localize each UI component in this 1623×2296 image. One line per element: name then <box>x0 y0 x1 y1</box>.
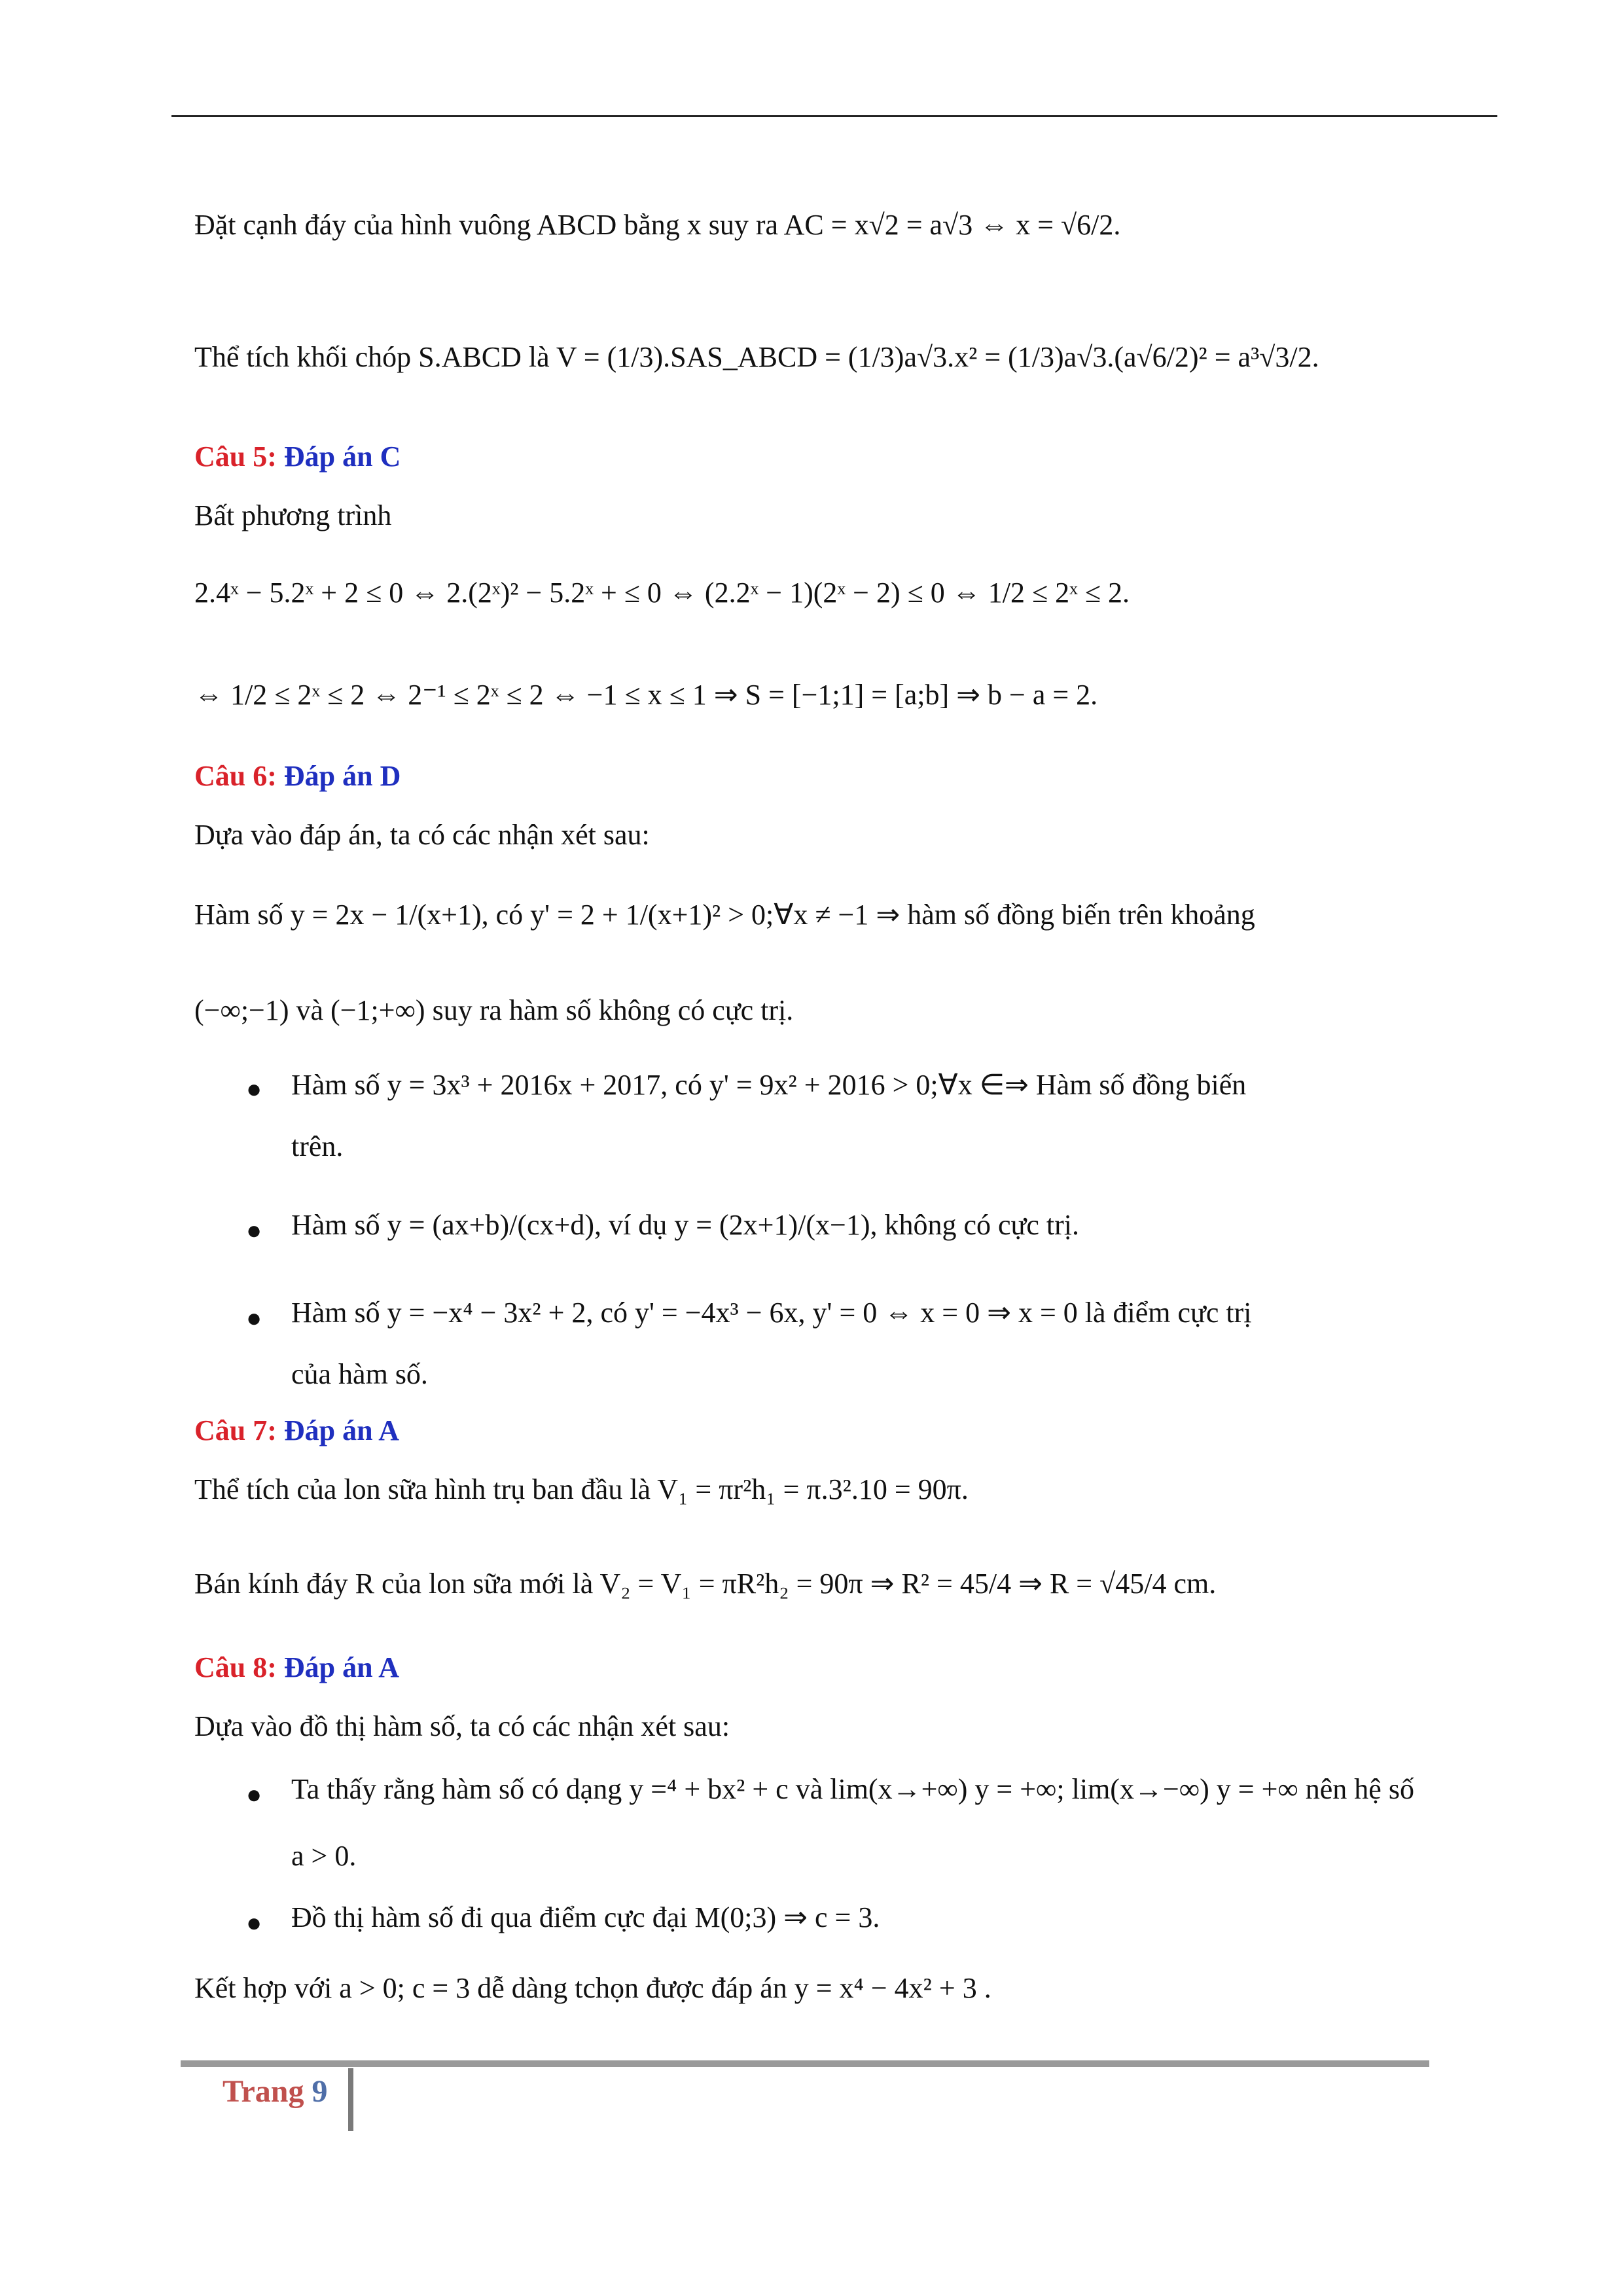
math-line: Bán kính đáy R của lon sữa mới là V₂ = V₁ = πR²h₂ = 90π ⇒ R² = 45/4 ⇒ R = √45/4 cm. <box>194 1568 1217 1600</box>
bullet-icon: ● <box>246 1780 262 1809</box>
bullet-item: trên. <box>291 1130 344 1162</box>
answer-label: Đáp án C <box>283 440 401 473</box>
bullet-icon: ● <box>246 1074 262 1103</box>
question-heading <box>194 440 401 475</box>
question-number: Câu 6: <box>194 760 277 792</box>
bullet-item: Hàm số y = 3x³ + 2016x + 2017, có y' = 9x² + 2016 > 0;∀x ∈⇒ Hàm số đồng biến <box>291 1069 1247 1101</box>
page-num: 9 <box>312 2074 328 2109</box>
answer-label: Đáp án D <box>283 760 401 792</box>
bullet-item: của hàm số. <box>291 1358 428 1390</box>
question-heading <box>194 1414 399 1448</box>
answer-label: Đáp án A <box>283 1414 399 1446</box>
footer-divider <box>348 2068 353 2131</box>
bullet-item: Hàm số y = −x⁴ − 3x² + 2, có y' = −4x³ − 6x, y' = 0 ⇔ x = 0 ⇒ x = 0 là điểm cực trị <box>291 1297 1252 1329</box>
text-line: Thể tích khối chóp S.ABCD là V = (1/3).SAS_ABCD = (1/3)a√3.x² = (1/3)a√3.(a√6/2)² = a³√3/2. <box>194 341 1319 373</box>
math-line: 2.4ˣ − 5.2ˣ + 2 ≤ 0 ⇔ 2.(2ˣ)² − 5.2ˣ + ≤ 0 ⇔ (2.2ˣ − 1)(2ˣ − 2) ≤ 0 ⇔ 1/2 ≤ 2ˣ ≤ 2. <box>194 577 1130 609</box>
question-heading <box>194 759 401 794</box>
page-number <box>223 2073 327 2109</box>
bullet-item: a > 0. <box>291 1840 357 1872</box>
bullet-item: Đồ thị hàm số đi qua điểm cực đại M(0;3) ⇒ c = 3. <box>291 1901 880 1933</box>
answer-label: Đáp án A <box>283 1651 399 1683</box>
math-line: ⇔ 1/2 ≤ 2ˣ ≤ 2 ⇔ 2⁻¹ ≤ 2ˣ ≤ 2 ⇔ −1 ≤ x ≤ 1 ⇒ S = [−1;1] = [a;b] ⇒ b − a = 2. <box>194 679 1098 711</box>
bullet-item: Ta thấy rằng hàm số có dạng y =⁴ + bx² + c và lim(x→+∞) y = +∞; lim(x→−∞) y = +∞ nên hệ số <box>291 1773 1414 1805</box>
text-line: (−∞;−1) và (−1;+∞) suy ra hàm số không có cực trị. <box>194 994 794 1026</box>
text-line: Dựa vào đồ thị hàm số, ta có các nhận xét sau: <box>194 1710 730 1742</box>
math-line: Kết hợp với a > 0; c = 3 dễ dàng tchọn được đáp án y = x⁴ − 4x² + 3 . <box>194 1972 991 2004</box>
text-line: Đặt cạnh đáy của hình vuông ABCD bằng x suy ra AC = x√2 = a√3 ⇔ x = √6/2. <box>194 209 1121 241</box>
text-line: Bất phương trình <box>194 499 392 531</box>
question-number: Câu 7: <box>194 1414 277 1446</box>
bullet-icon: ● <box>246 1303 262 1333</box>
header-rule <box>171 115 1497 117</box>
bullet-item: Hàm số y = (ax+b)/(cx+d), ví dụ y = (2x+1)/(x−1), không có cực trị. <box>291 1209 1080 1241</box>
page-label: Trang <box>223 2074 304 2109</box>
math-line: Thể tích của lon sữa hình trụ ban đầu là V₁ = πr²h₁ = π.3².10 = 90π. <box>194 1473 969 1505</box>
bullet-icon: ● <box>246 1908 262 1937</box>
question-number: Câu 5: <box>194 440 277 473</box>
footer-rule <box>181 2060 1429 2067</box>
question-heading <box>194 1651 399 1685</box>
text-line: Dựa vào đáp án, ta có các nhận xét sau: <box>194 819 650 851</box>
math-line: Hàm số y = 2x − 1/(x+1), có y' = 2 + 1/(x+1)² > 0;∀x ≠ −1 ⇒ hàm số đồng biến trên khoảng <box>194 899 1255 931</box>
bullet-icon: ● <box>246 1215 262 1245</box>
question-number: Câu 8: <box>194 1651 277 1683</box>
